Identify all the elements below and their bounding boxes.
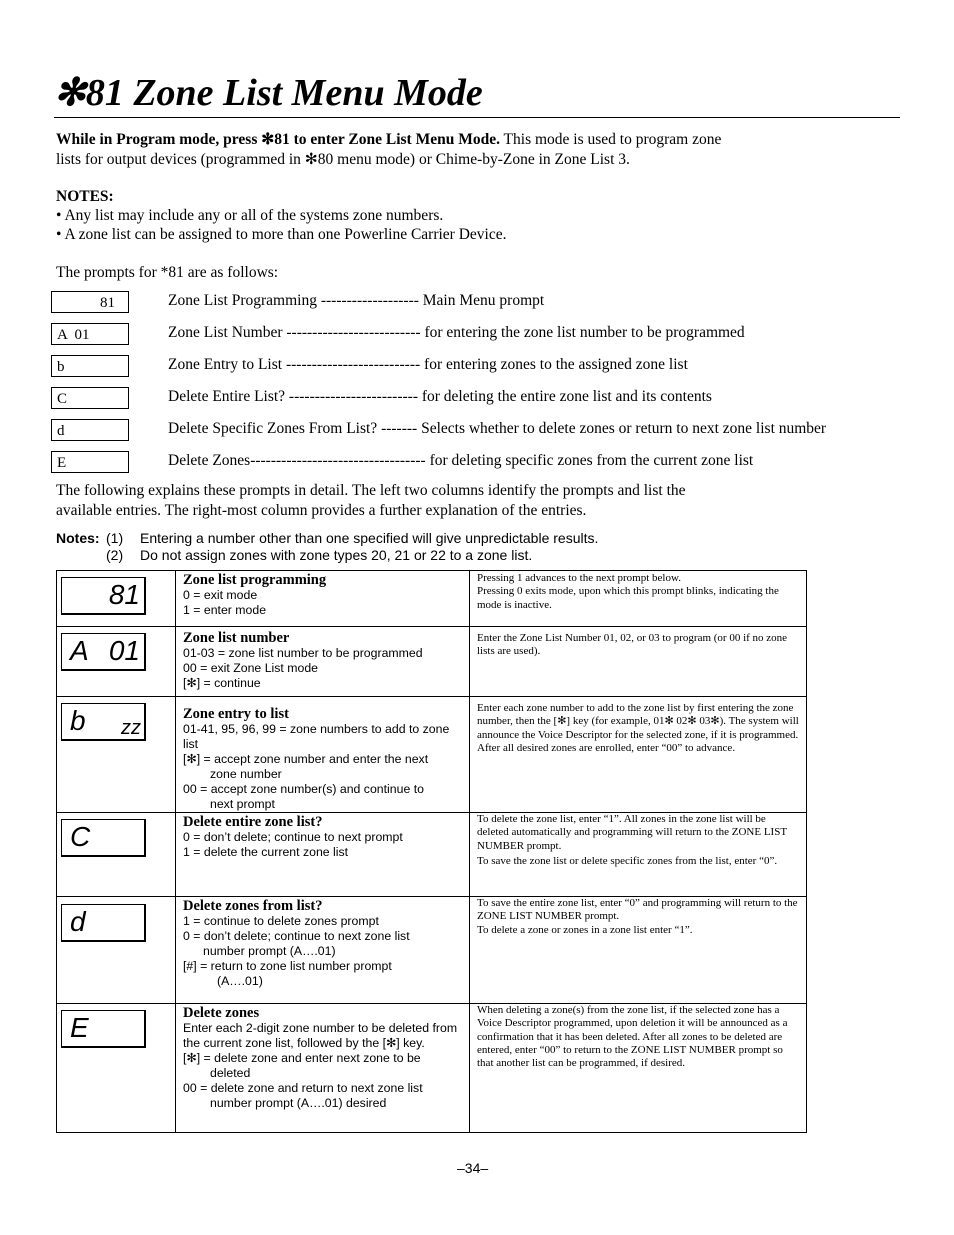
explanation-cell bbox=[470, 571, 807, 627]
entry-line: 1 = delete the current zone list bbox=[183, 845, 349, 859]
intro-bold-text: While in Program mode, press ✻81 to enter Zone List Menu Mode. bbox=[56, 131, 500, 148]
small-note-number: (1) bbox=[106, 530, 124, 546]
entry-line: 01-03 = zone list number to be programmed bbox=[183, 646, 423, 660]
explanation-text: Pressing 0 exits mode, upon which this prompt blinks, indicating the mode is inactive. bbox=[477, 585, 779, 611]
entries-cell bbox=[176, 571, 470, 627]
entry-line: next prompt bbox=[210, 797, 275, 811]
notes-heading: NOTES: bbox=[56, 188, 114, 205]
entry-line: number prompt (A….01) bbox=[203, 944, 336, 958]
explanation-cell bbox=[470, 697, 807, 813]
intro-paragraph bbox=[56, 130, 721, 169]
entry-line: deleted bbox=[210, 1066, 251, 1080]
explain-paragraph bbox=[56, 481, 686, 520]
prompt-label: Delete Zones---------------------------------- for deleting specific zones from the current zone list bbox=[168, 452, 754, 469]
entries-cell bbox=[176, 1004, 470, 1133]
explanation-text: To delete a zone or zones in a zone list enter “1”. bbox=[477, 923, 693, 936]
display-sub: zz bbox=[121, 717, 141, 739]
prompt-display-box: E bbox=[51, 451, 129, 473]
keypad-display bbox=[61, 577, 146, 615]
small-notes-label: Notes: bbox=[56, 530, 100, 546]
display-main: d bbox=[70, 906, 86, 937]
explanation-text: Enter the Zone List Number 01, 02, or 03 to program (or 00 if no zone lists are used). bbox=[477, 632, 788, 658]
prompt-heading: Delete zones bbox=[183, 1005, 260, 1021]
display-sub: 01 bbox=[108, 635, 140, 666]
prompt-display-box: b bbox=[51, 355, 129, 377]
title-divider bbox=[54, 117, 900, 118]
keypad-display bbox=[61, 1010, 146, 1048]
prompt-label: Zone Entry to List -------------------------- for entering zones to the assigned zone list bbox=[168, 356, 688, 373]
entry-line: 0 = exit mode bbox=[183, 588, 258, 602]
prompt-heading: Zone list programming bbox=[183, 572, 327, 588]
entry-line: 0 = don’t delete; continue to next zone list bbox=[183, 929, 410, 943]
entry-line: [#] = return to zone list number prompt bbox=[183, 959, 392, 973]
keypad-display bbox=[61, 703, 146, 741]
explanation-cell bbox=[470, 1004, 807, 1133]
table-row bbox=[57, 897, 807, 1004]
prompts-intro: The prompts for *81 are as follows: bbox=[56, 264, 279, 281]
table-row bbox=[57, 571, 807, 627]
entry-line: [✻] = continue bbox=[183, 676, 261, 690]
table-row bbox=[57, 813, 807, 897]
display-cell bbox=[57, 813, 176, 897]
explanation-text: To save the entire zone list, enter “0” and programming will return to the ZONE LIST NUMBER prompt. bbox=[477, 897, 798, 923]
explanation-text: To delete the zone list, enter “1”. All zones in the zone list will be deleted automatically and programming will return to the ZONE LIST NUMBER prompt. bbox=[477, 813, 787, 852]
entry-line: [✻] = accept zone number and enter the next bbox=[183, 752, 429, 766]
prompt-label: Zone List Number -------------------------- for entering the zone list number to be programmed bbox=[168, 324, 745, 341]
display-main: A bbox=[70, 635, 89, 666]
prompt-label: Zone List Programming ------------------- Main Menu prompt bbox=[168, 292, 545, 309]
prompt-display-box: 81 bbox=[51, 291, 129, 313]
entries-cell bbox=[176, 697, 470, 813]
small-note-text: Do not assign zones with zone types 20, 21 or 22 to a zone list. bbox=[140, 547, 533, 563]
prompt-detail-table bbox=[56, 570, 807, 1133]
entry-line: zone number bbox=[210, 767, 282, 781]
entries-cell bbox=[176, 897, 470, 1004]
entries-cell bbox=[176, 627, 470, 697]
explanation-text: To save the zone list or delete specific zones from the list, enter “0”. bbox=[477, 854, 778, 867]
display-cell bbox=[57, 1004, 176, 1133]
explanation-cell bbox=[470, 897, 807, 1004]
entry-line: (A….01) bbox=[217, 974, 263, 988]
table-row bbox=[57, 697, 807, 813]
page-title: ✻81 Zone List Menu Mode bbox=[54, 72, 483, 114]
page-number: –34– bbox=[457, 1160, 489, 1176]
intro-text: This mode is used to program zone bbox=[499, 131, 722, 148]
keypad-display bbox=[61, 904, 146, 942]
explanation-text: Enter each zone number to add to the zone list by first entering the zone number, then the [✻] key (for example, 01✻ 02✻ 03✻). The system will announce the Voice Descriptor for the selected zone, if it is programmed. After all desired zones are enrolled, enter “00” to advance. bbox=[477, 702, 799, 754]
display-cell bbox=[57, 627, 176, 697]
prompt-display-box: A 01 bbox=[51, 323, 129, 345]
entry-line: number prompt (A….01) desired bbox=[210, 1096, 387, 1110]
entries-cell bbox=[176, 813, 470, 897]
prompt-heading: Delete entire zone list? bbox=[183, 814, 323, 830]
intro-text-line2: lists for output devices (programmed in ✻80 menu mode) or Chime-by-Zone in Zone List 3. bbox=[56, 150, 630, 168]
display-main: 81 bbox=[108, 579, 140, 610]
explanation-text: When deleting a zone(s) from the zone list, if the selected zone has a Voice Descriptor programmed, upon deletion it will be announced as a confirmation that it has been deleted. After all zones to be deleted are entered, enter “00” to return to the ZONE LIST NUMBER prompt so that another list can be programmed, if desired. bbox=[477, 1004, 788, 1070]
explanation-text: Pressing 1 advances to the next prompt below. bbox=[477, 572, 681, 584]
entry-line: 1 = enter mode bbox=[183, 603, 267, 617]
explanation-cell bbox=[470, 627, 807, 697]
prompt-display-box: d bbox=[51, 419, 129, 441]
notes-item: • Any list may include any or all of the systems zone numbers. bbox=[56, 207, 444, 224]
entry-line: [✻] = delete zone and enter next zone to be bbox=[183, 1051, 421, 1065]
entry-line: Enter each 2-digit zone number to be deleted from the current zone list, followed by the [✻] key. bbox=[183, 1021, 458, 1050]
prompt-heading: Zone entry to list bbox=[183, 706, 289, 722]
prompt-heading: Zone list number bbox=[183, 630, 290, 646]
table-row bbox=[57, 1004, 807, 1133]
display-main: b bbox=[70, 705, 86, 736]
explanation-cell bbox=[470, 813, 807, 897]
entry-line: 00 = delete zone and return to next zone list bbox=[183, 1081, 423, 1095]
display-main: E bbox=[70, 1012, 89, 1043]
entry-line: 00 = exit Zone List mode bbox=[183, 661, 319, 675]
explain-line: The following explains these prompts in detail. The left two columns identify the prompts and list the bbox=[56, 482, 686, 499]
prompt-label: Delete Specific Zones From List? ------- Selects whether to delete zones or return to next zone list number bbox=[168, 420, 827, 437]
display-cell bbox=[57, 897, 176, 1004]
keypad-display bbox=[61, 633, 146, 671]
small-note-number: (2) bbox=[106, 547, 124, 563]
entry-line: 0 = don’t delete; continue to next prompt bbox=[183, 830, 403, 844]
display-cell bbox=[57, 697, 176, 813]
display-cell bbox=[57, 571, 176, 627]
explain-line: available entries. The right-most column provides a further explanation of the entries. bbox=[56, 501, 587, 519]
small-note-text: Entering a number other than one specified will give unpredictable results. bbox=[140, 530, 599, 546]
prompt-display-box: C bbox=[51, 387, 129, 409]
prompt-heading: Delete zones from list? bbox=[183, 898, 323, 914]
table-row bbox=[57, 627, 807, 697]
notes-item: • A zone list can be assigned to more than one Powerline Carrier Device. bbox=[56, 226, 507, 243]
entry-line: 01-41, 95, 96, 99 = zone numbers to add to zone list bbox=[183, 722, 450, 751]
keypad-display bbox=[61, 819, 146, 857]
entry-line: 1 = continue to delete zones prompt bbox=[183, 914, 379, 928]
display-main: C bbox=[70, 821, 91, 852]
entry-line: 00 = accept zone number(s) and continue to bbox=[183, 782, 424, 796]
prompt-label: Delete Entire List? ------------------------- for deleting the entire zone list and its contents bbox=[168, 388, 712, 405]
